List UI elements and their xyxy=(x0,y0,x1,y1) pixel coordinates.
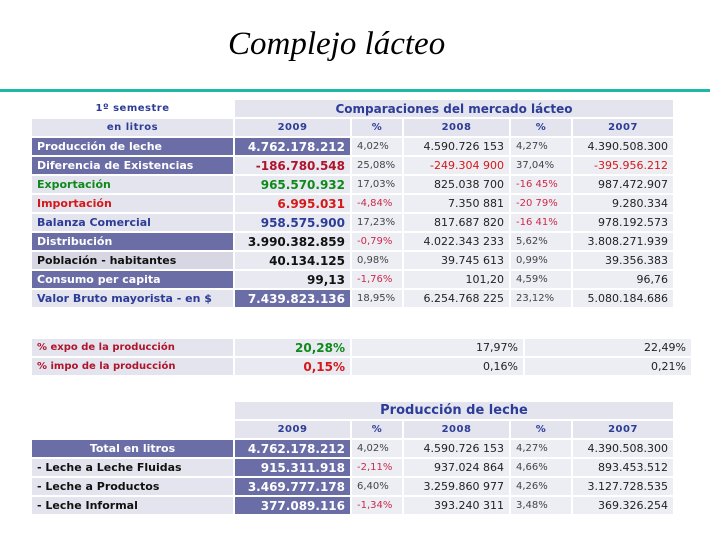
value-2008: 6.254.768 225 xyxy=(404,290,509,307)
value-2007: 987.472.907 xyxy=(573,176,673,193)
value-2007: 5.080.184.686 xyxy=(573,290,673,307)
pct-2009: 17,03% xyxy=(352,176,402,193)
blank-cell xyxy=(32,402,233,419)
value-2007: 22,49% xyxy=(525,339,691,356)
pct-2008: 4,59% xyxy=(511,271,571,288)
comparison-title: Comparaciones del mercado lácteo xyxy=(235,100,673,117)
col-header-2009: 2009 xyxy=(235,421,350,438)
table-row xyxy=(32,358,691,375)
pct-2009: 0,98% xyxy=(352,252,402,269)
value-2008: 7.350 881 xyxy=(404,195,509,212)
pct-2009: 18,95% xyxy=(352,290,402,307)
value-2009: 99,13 xyxy=(235,271,350,288)
production-table xyxy=(30,400,675,516)
value-2009: 3.990.382.859 xyxy=(235,233,350,250)
row-label: Importación xyxy=(32,195,233,212)
value-2007: 96,76 xyxy=(573,271,673,288)
value-2007: 369.326.254 xyxy=(573,497,673,514)
value-2007: 4.390.508.300 xyxy=(573,440,673,457)
value-2007: 978.192.573 xyxy=(573,214,673,231)
table-row xyxy=(32,252,673,269)
col-header-2008: 2008 xyxy=(404,421,509,438)
row-label: - Leche a Leche Fluidas xyxy=(32,459,233,476)
table-row xyxy=(32,195,673,212)
pct-2009: -2,11% xyxy=(352,459,402,476)
table-row xyxy=(32,138,673,155)
row-label: Balanza Comercial xyxy=(32,214,233,231)
value-2008: 0,16% xyxy=(352,358,523,375)
value-2008: 3.259.860 977 xyxy=(404,478,509,495)
value-2008: 817.687 820 xyxy=(404,214,509,231)
row-label: Distribución xyxy=(32,233,233,250)
pct-2009: -4,84% xyxy=(352,195,402,212)
value-2007: 893.453.512 xyxy=(573,459,673,476)
value-2007: -395.956.212 xyxy=(573,157,673,174)
pct-2009: -1,76% xyxy=(352,271,402,288)
pct-2008: 4,66% xyxy=(511,459,571,476)
row-label: % expo de la producción xyxy=(32,339,233,356)
value-2009: 4.762.178.212 xyxy=(235,138,350,155)
row-label: Diferencia de Existencias xyxy=(32,157,233,174)
row-label: Producción de leche xyxy=(32,138,233,155)
col-header-pct-2: % xyxy=(511,421,571,438)
row-label: Exportación xyxy=(32,176,233,193)
col-header-2009: 2009 xyxy=(235,119,350,136)
value-2009: 6.995.031 xyxy=(235,195,350,212)
row-label: - Leche a Productos xyxy=(32,478,233,495)
value-2009: 965.570.932 xyxy=(235,176,350,193)
row-label: Población - habitantes xyxy=(32,252,233,269)
pct-2008: 23,12% xyxy=(511,290,571,307)
pct-2009: 4,02% xyxy=(352,138,402,155)
col-header-pct-2: % xyxy=(511,119,571,136)
value-2007: 4.390.508.300 xyxy=(573,138,673,155)
value-2009: 20,28% xyxy=(235,339,350,356)
page-title: Complejo lácteo xyxy=(228,26,446,62)
semester-label: 1º semestre xyxy=(95,103,170,114)
value-2007: 39.356.383 xyxy=(573,252,673,269)
col-header-2008: 2008 xyxy=(404,119,509,136)
value-2009: 915.311.918 xyxy=(235,459,350,476)
pct-2009: -1,34% xyxy=(352,497,402,514)
value-2009: -186.780.548 xyxy=(235,157,350,174)
market-comparison-table xyxy=(30,98,675,309)
value-2009: 7.439.823.136 xyxy=(235,290,350,307)
pct-2008: -16 41% xyxy=(511,214,571,231)
pct-2008: 0,99% xyxy=(511,252,571,269)
pct-2009: 4,02% xyxy=(352,440,402,457)
col-header-pct-1: % xyxy=(352,119,402,136)
col-header-2007: 2007 xyxy=(573,421,673,438)
value-2008: 4.022.343 233 xyxy=(404,233,509,250)
col-header-pct-1: % xyxy=(352,421,402,438)
row-label: Valor Bruto mayorista - en $ xyxy=(32,290,233,307)
table-row xyxy=(32,157,673,174)
pct-2008: 37,04% xyxy=(511,157,571,174)
table-row xyxy=(32,214,673,231)
blank-cell xyxy=(32,421,233,438)
value-2007: 3.127.728.535 xyxy=(573,478,673,495)
pct-2009: -0,79% xyxy=(352,233,402,250)
value-2008: 4.590.726 153 xyxy=(404,138,509,155)
table-row xyxy=(32,271,673,288)
table-row xyxy=(32,290,673,307)
value-2007: 0,21% xyxy=(525,358,691,375)
value-2008: 101,20 xyxy=(404,271,509,288)
pct-2008: 4,26% xyxy=(511,478,571,495)
col-header-2007: 2007 xyxy=(573,119,673,136)
value-2008: 393.240 311 xyxy=(404,497,509,514)
value-2007: 9.280.334 xyxy=(573,195,673,212)
row-label: - Leche Informal xyxy=(32,497,233,514)
value-2008: 17,97% xyxy=(352,339,523,356)
value-2009: 3.469.777.178 xyxy=(235,478,350,495)
value-2007: 3.808.271.939 xyxy=(573,233,673,250)
value-2009: 958.575.900 xyxy=(235,214,350,231)
row-label: % impo de la producción xyxy=(32,358,233,375)
table-row xyxy=(32,497,673,514)
percentages-table xyxy=(30,337,693,377)
pct-2009: 25,08% xyxy=(352,157,402,174)
value-2009: 40.134.125 xyxy=(235,252,350,269)
table-row xyxy=(32,478,673,495)
value-2009: 4.762.178.212 xyxy=(235,440,350,457)
table-row xyxy=(32,339,691,356)
table-row xyxy=(32,233,673,250)
value-2008: -249.304 900 xyxy=(404,157,509,174)
unit-label: en litros xyxy=(32,119,233,136)
pct-2009: 17,23% xyxy=(352,214,402,231)
pct-2008: 4,27% xyxy=(511,440,571,457)
title-divider xyxy=(0,89,710,92)
value-2008: 4.590.726 153 xyxy=(404,440,509,457)
value-2009: 0,15% xyxy=(235,358,350,375)
pct-2009: 6,40% xyxy=(352,478,402,495)
table-row xyxy=(32,440,673,457)
value-2008: 39.745 613 xyxy=(404,252,509,269)
table-row xyxy=(32,459,673,476)
pct-2008: 4,27% xyxy=(511,138,571,155)
pct-2008: 5,62% xyxy=(511,233,571,250)
row-label: Consumo per capita xyxy=(32,271,233,288)
pct-2008: -16 45% xyxy=(511,176,571,193)
pct-2008: 3,48% xyxy=(511,497,571,514)
table-row xyxy=(32,176,673,193)
row-label: Total en litros xyxy=(32,440,233,457)
value-2009: 377.089.116 xyxy=(235,497,350,514)
pct-2008: -20 79% xyxy=(511,195,571,212)
value-2008: 825.038 700 xyxy=(404,176,509,193)
production-title: Producción de leche xyxy=(235,402,673,419)
value-2008: 937.024 864 xyxy=(404,459,509,476)
